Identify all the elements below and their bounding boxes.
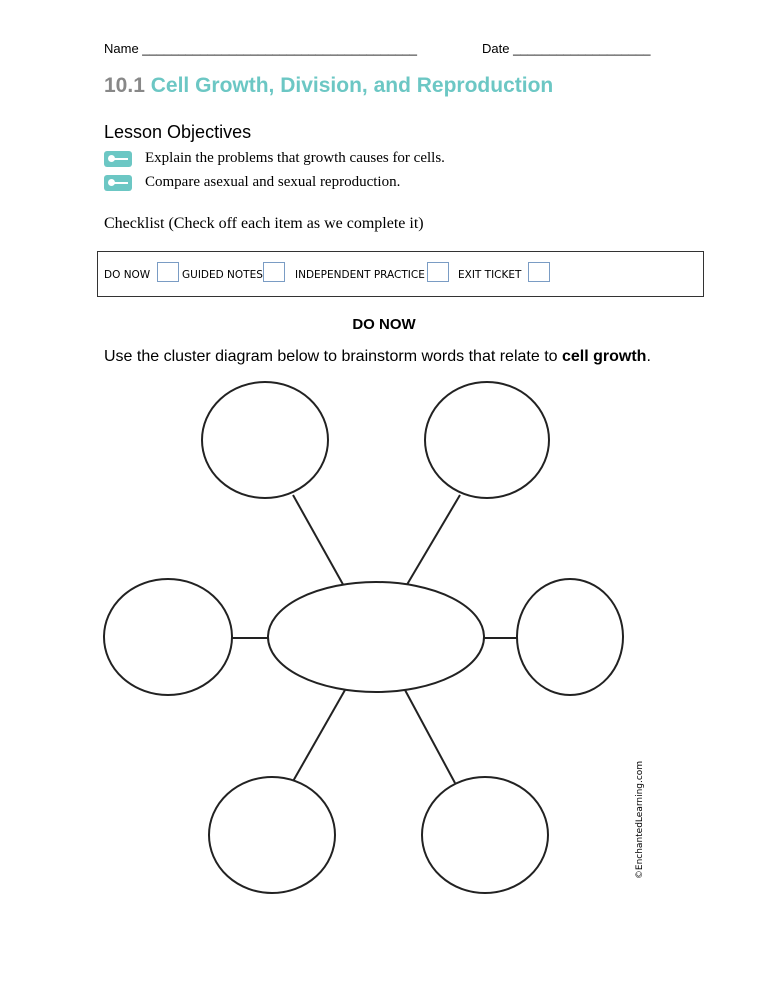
instruction-suffix: . <box>646 348 651 365</box>
checklist-label: DO NOW <box>104 269 151 281</box>
watermark: ©EnchantedLearning.com <box>635 760 645 880</box>
checklist-label: INDEPENDENT PRACTICE <box>295 269 425 281</box>
connector-line <box>293 495 345 588</box>
bubble-top-left[interactable] <box>202 382 328 498</box>
connector-line <box>292 690 345 783</box>
title-text: Cell Growth, Division, and Reproduction <box>150 74 554 97</box>
bubble-top-right[interactable] <box>425 382 549 498</box>
checklist-heading: Checklist (Check off each item as we complete it) <box>104 215 424 232</box>
bubble-bottom-right[interactable] <box>422 777 548 893</box>
instruction-text: Use the cluster diagram below to brainstorm words that relate to <box>104 348 562 365</box>
bubble-center[interactable] <box>268 582 484 692</box>
instruction-bold: cell growth <box>561 348 647 365</box>
bubble-left[interactable] <box>104 579 232 695</box>
bubble-bottom-left[interactable] <box>209 777 335 893</box>
connector-line <box>405 495 460 588</box>
bubble-right[interactable] <box>517 579 623 695</box>
objective-item: Explain the problems that growth causes for cells. <box>145 150 445 166</box>
do-now-heading: DO NOW <box>352 316 416 333</box>
checklist-label: GUIDED NOTES <box>182 269 263 281</box>
checklist-label: EXIT TICKET <box>458 269 522 281</box>
date-field[interactable]: Date ___________________ <box>482 41 651 56</box>
objective-item: Compare asexual and sexual reproduction. <box>145 174 401 190</box>
section-number: 10.1 <box>104 74 145 97</box>
connector-line <box>405 690 455 783</box>
objectives-heading: Lesson Objectives <box>104 122 252 142</box>
name-field[interactable]: Name ______________________________________ <box>104 41 418 56</box>
